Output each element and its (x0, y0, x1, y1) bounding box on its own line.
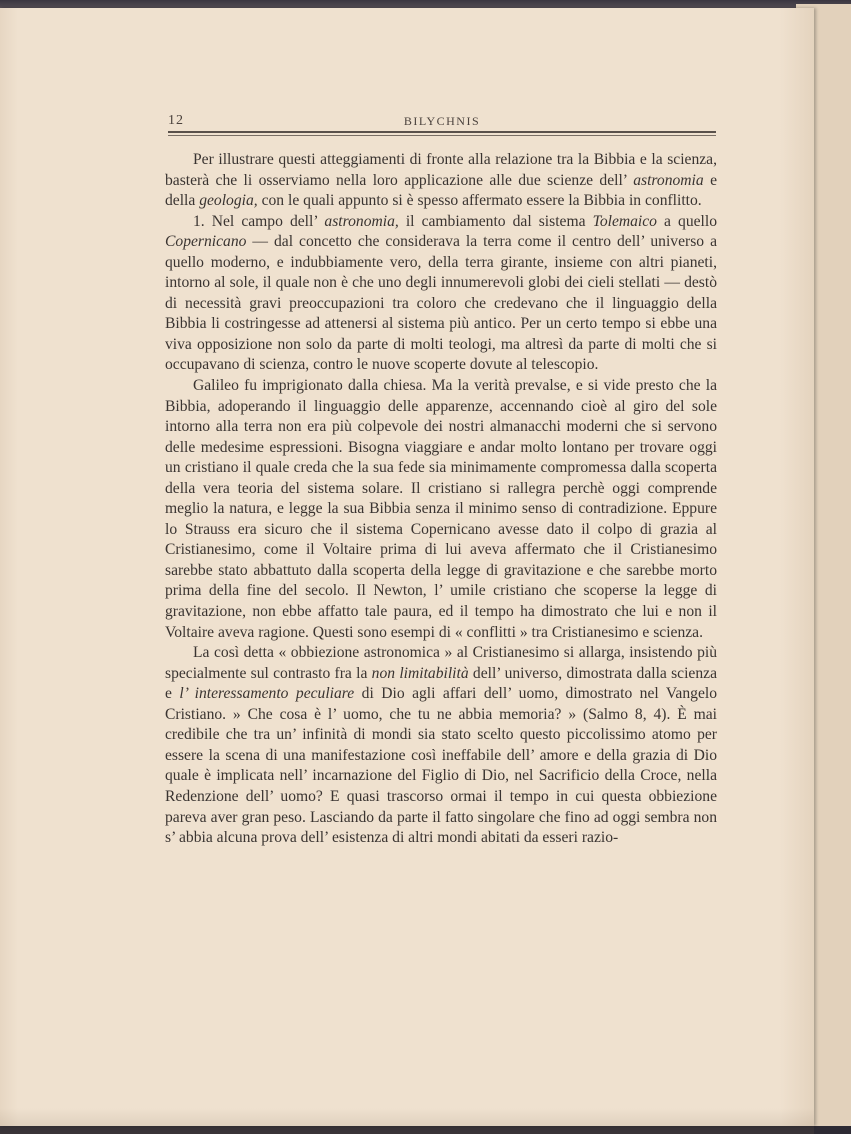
text-run: 1. Nel campo dell’ (193, 212, 325, 230)
header-rule-thin (168, 135, 716, 136)
text-run: di Dio agli affari dell’ uomo, dimostrato nel Vangelo Cristiano. » Che cosa è l’ uomo, che tu ne abbia memoria? » (Salmo 8, 4). È mai credibile che tra un’ infinità di mondi sia stato scelto questo piccolissimo atomo per essere la scena di una manifestazione così ineffabile dell’ amore e della grazia di Dio quale è implicata nell’ incarnazione del Figlio di Dio, nel Sacrificio della Croce, nella Redenzione dell’ uomo? E quasi trascorso ormai il tempo in cui questa obbiezione pareva aver gran peso. Lasciando da parte il fatto singolare che fino ad oggi sembra non s’ abbia alcuna prova dell’ esistenza di altri mondi abitati da esseri razio- (165, 685, 717, 847)
text-run: dell’ universo, dimostrata dalla scienza e (165, 664, 717, 703)
italic-term: l’ interessamento peculiare (179, 685, 355, 703)
text-run: con le quali appunto si è spesso affermato essere la Bibbia in conflitto. (257, 192, 702, 210)
text-run: Per illustrare questi atteggiamenti di fronte alla relazione tra la Bibbia e la scienza, basterà che li osserviamo nella loro applicazione alle due scienze dell’ (165, 151, 717, 189)
body-text (165, 150, 717, 849)
text-run: La così detta « obbiezione astronomica » al Cristianesimo si allarga, insistendo più specialmente sul contrasto fra la (165, 644, 717, 682)
italic-term: non limitabilità (371, 664, 469, 682)
italic-term: astronomia, (324, 212, 399, 230)
paragraph-4 (165, 643, 717, 848)
text-run: — dal concetto che considerava la terra come il centro dell’ universo a quello moderno, e indubbiamente vero, della terra girante, insieme con altri pianeti, intorno al sole, il quale non è che uno degli innumerevoli globi dei cieli stellati — destò di necessità gravi preoccupazioni tra coloro che credevano che il linguaggio della Bibbia li costringesse ad attenersi al sistema più antico. Per un certo tempo si ebbe una viva opposizione non solo da parte di molti teologi, ma altresì da parte di molti che si occupavano di scienza, contro le nuove scoperte dovute al telescopio. (165, 233, 717, 374)
page-number: 12 (168, 113, 184, 128)
text-run: a quello (656, 212, 717, 230)
paragraph-1 (165, 150, 717, 212)
italic-term: Tolemaico (592, 212, 657, 230)
italic-term: geologia, (199, 192, 258, 210)
text-run: il cambiamento dal sistema (398, 212, 593, 230)
running-header (168, 113, 716, 129)
paragraph-2 (165, 212, 717, 376)
journal-title: BILYCHNIS (403, 114, 481, 128)
text-run: Galileo fu imprigionato dalla chiesa. Ma la verità prevalse, e si vide presto che la Bibbia, adoperando il linguaggio delle apparenze, accennando cioè al giro del sole intorno alla terra non era più colpevole dei nostri almanacchi moderni che si servono delle medesime espressioni. Bisogna viaggiare e andar molto lontano per trovare oggi un cristiano il quale creda che la sua fede sia minimamente compromessa dalla scoperta della vera teoria del sistema solare. Il cristiano si rallegra perchè oggi comprende meglio la natura, e legge la sua Bibbia senza il minimo senso di contradizione. Eppure lo Strauss era sicuro che il sistema Copernicano avesse dato il colpo di grazia al Cristianesimo, come il Voltaire prima di lui aveva affermato che il Cristianesimo sarebbe stato abbattuto dalla scoperta della legge di gravitazione e che sarebbe morto prima della fine del secolo. Il Newton, l’ umile cristiano che scoperse la legge di gravitazione, non ebbe affatto tale paura, ed il tempo ha dimostrato che lui e non il Voltaire aveva ragione. Questi sono esempi di « conflitti » tra Cristianesimo e scienza. (165, 377, 717, 641)
paragraph-3 (165, 376, 717, 643)
header-rule-thick (168, 131, 716, 133)
text-run: e della (165, 171, 717, 210)
italic-term: Copernicano (165, 233, 247, 251)
page-bottom-shadow (0, 1108, 814, 1134)
italic-term: astronomia (633, 171, 704, 189)
